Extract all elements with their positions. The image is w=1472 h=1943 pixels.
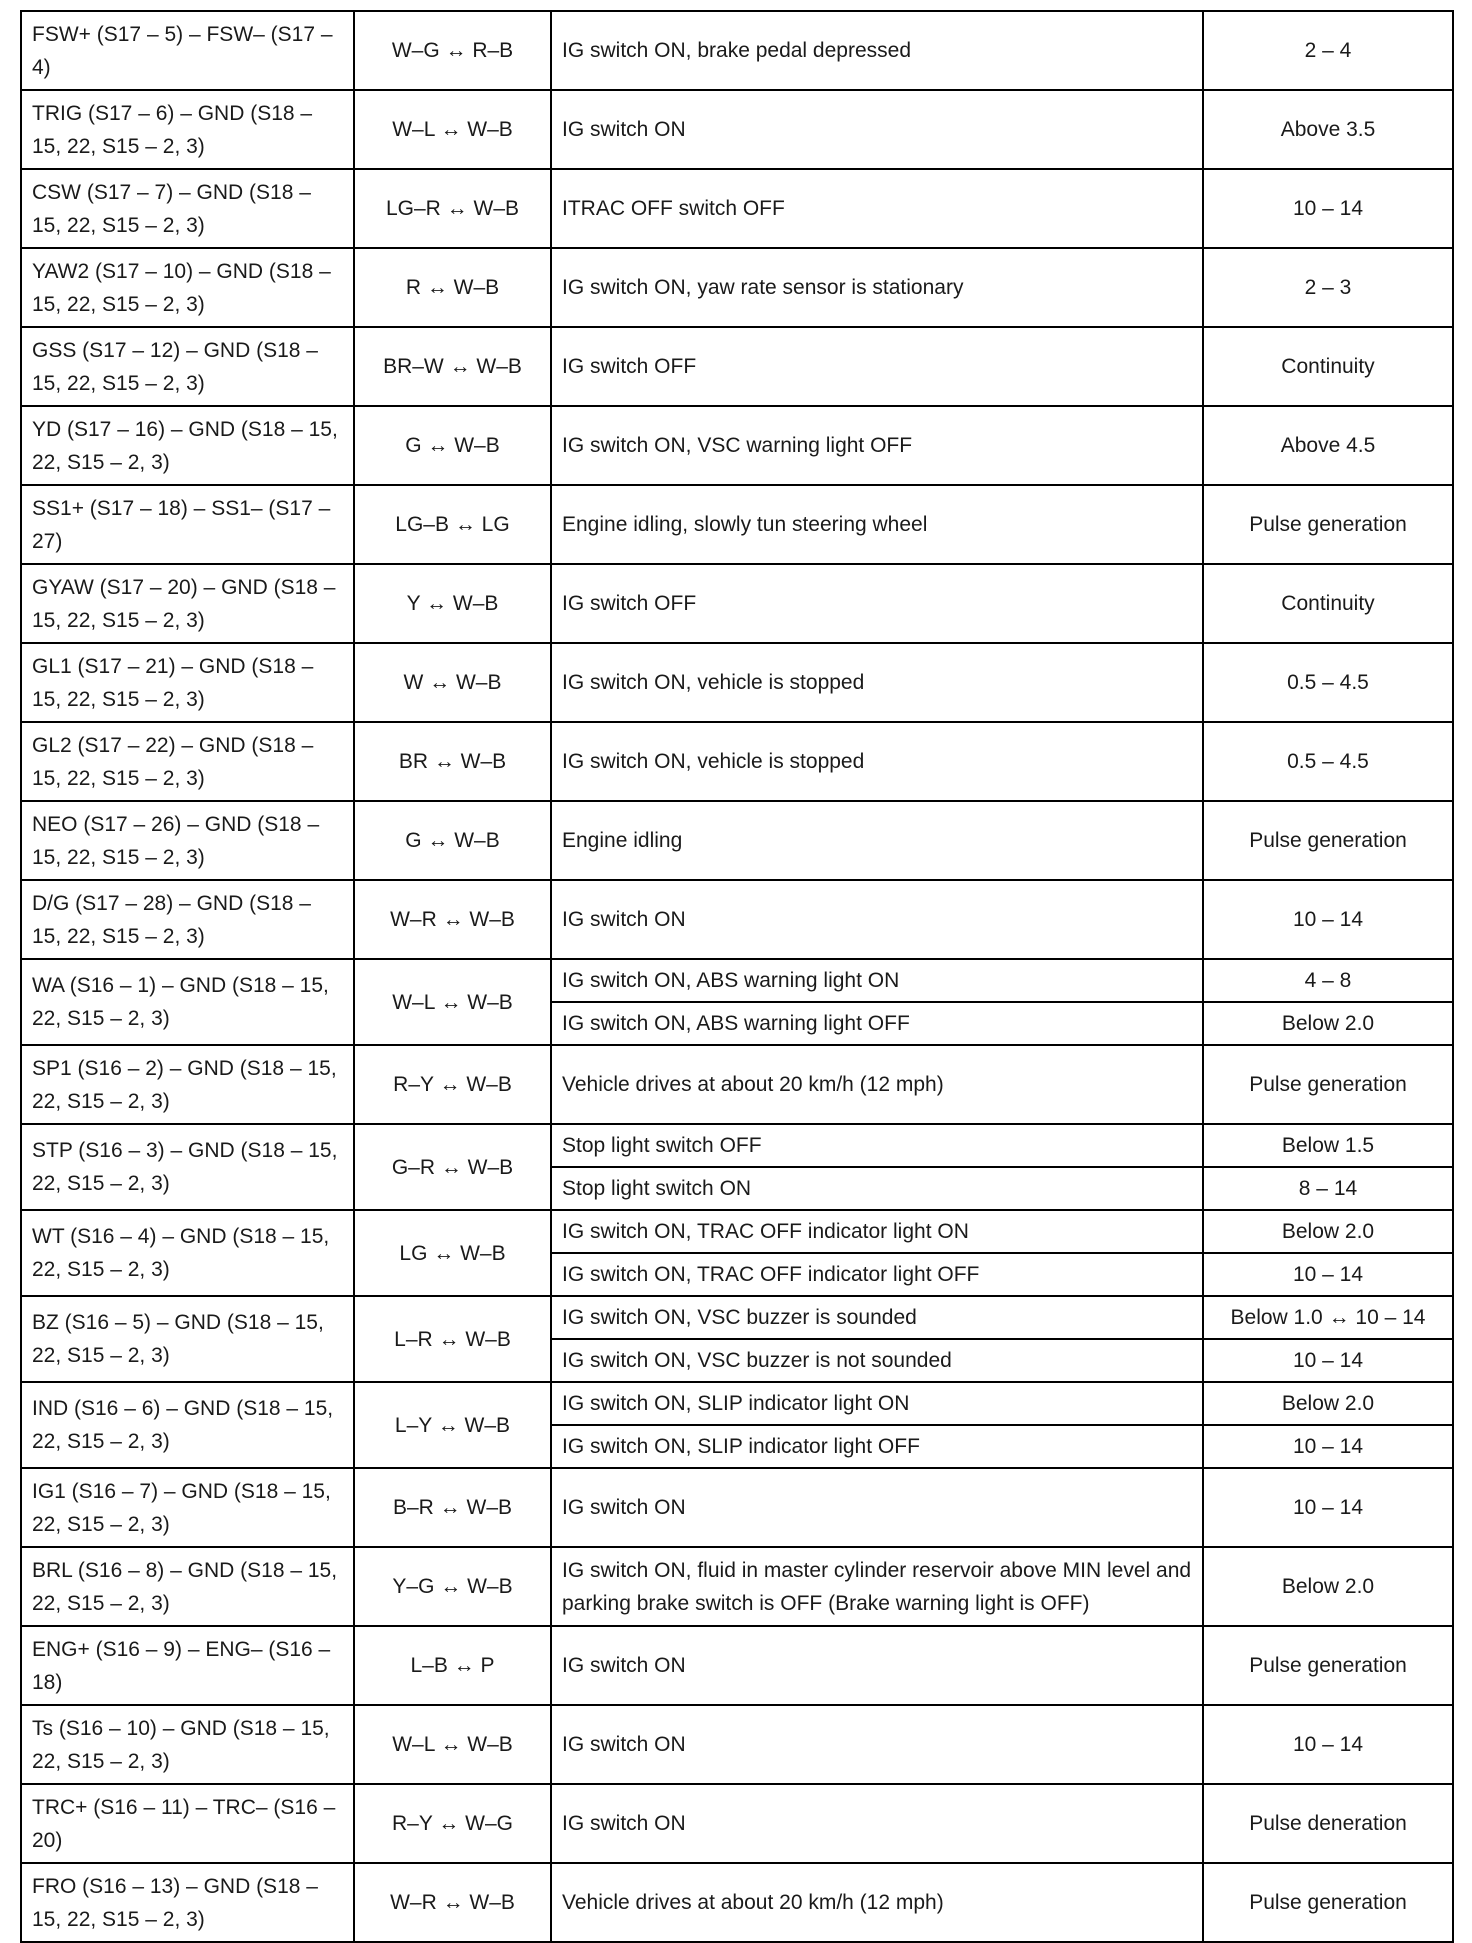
table-row <box>21 327 1453 406</box>
condition-cell: IG switch ON, vehicle is stopped <box>551 643 1203 722</box>
terminal-cell: STP (S16 – 3) – GND (S18 – 15, 22, S15 – 2, 3) <box>21 1124 354 1210</box>
specified-condition-cell: 10 – 14 <box>1203 1705 1453 1784</box>
table-row <box>21 564 1453 643</box>
specified-condition-cell: Below 2.0 <box>1203 1002 1453 1045</box>
specified-condition-cell: 10 – 14 <box>1203 1425 1453 1468</box>
condition-cell: IG switch ON <box>551 880 1203 959</box>
specified-condition-cell: Above 3.5 <box>1203 90 1453 169</box>
specified-condition-cell: Continuity <box>1203 564 1453 643</box>
condition-cell: IG switch ON, SLIP indicator light ON <box>551 1382 1203 1425</box>
table-row <box>21 1468 1453 1547</box>
terminal-cell: D/G (S17 – 28) – GND (S18 – 15, 22, S15 – 2, 3) <box>21 880 354 959</box>
condition-cell: Engine idling, slowly tun steering wheel <box>551 485 1203 564</box>
specified-condition-cell: Pulse generation <box>1203 1863 1453 1942</box>
table-row <box>21 1124 1453 1167</box>
condition-cell: IG switch ON, ABS warning light OFF <box>551 1002 1203 1045</box>
condition-cell: Stop light switch ON <box>551 1167 1203 1210</box>
condition-cell: Vehicle drives at about 20 km/h (12 mph) <box>551 1045 1203 1124</box>
specified-condition-cell: Pulse generation <box>1203 485 1453 564</box>
specified-condition-cell: 4 – 8 <box>1203 959 1453 1002</box>
wiring-color-cell: G ↔ W–B <box>354 406 551 485</box>
specified-condition-cell: Above 4.5 <box>1203 406 1453 485</box>
specified-condition-cell: 8 – 14 <box>1203 1167 1453 1210</box>
table-row <box>21 169 1453 248</box>
wiring-color-cell: L–Y ↔ W–B <box>354 1382 551 1468</box>
terminal-cell: GL2 (S17 – 22) – GND (S18 – 15, 22, S15 – 2, 3) <box>21 722 354 801</box>
terminal-cell: IG1 (S16 – 7) – GND (S18 – 15, 22, S15 – 2, 3) <box>21 1468 354 1547</box>
wiring-color-cell: BR–W ↔ W–B <box>354 327 551 406</box>
condition-cell: IG switch ON, TRAC OFF indicator light OFF <box>551 1253 1203 1296</box>
specified-condition-cell: Pulse generation <box>1203 1626 1453 1705</box>
condition-cell: IG switch ON, yaw rate sensor is stationary <box>551 248 1203 327</box>
wiring-color-cell: LG ↔ W–B <box>354 1210 551 1296</box>
table-body <box>21 11 1453 1942</box>
condition-cell: Engine idling <box>551 801 1203 880</box>
condition-cell: IG switch OFF <box>551 564 1203 643</box>
terminal-cell: Ts (S16 – 10) – GND (S18 – 15, 22, S15 – 2, 3) <box>21 1705 354 1784</box>
terminal-cell: SP1 (S16 – 2) – GND (S18 – 15, 22, S15 – 2, 3) <box>21 1045 354 1124</box>
specified-condition-cell: 10 – 14 <box>1203 1339 1453 1382</box>
wiring-color-cell: BR ↔ W–B <box>354 722 551 801</box>
terminal-cell: CSW (S17 – 7) – GND (S18 – 15, 22, S15 – 2, 3) <box>21 169 354 248</box>
terminal-cell: TRIG (S17 – 6) – GND (S18 – 15, 22, S15 – 2, 3) <box>21 90 354 169</box>
specified-condition-cell: 0.5 – 4.5 <box>1203 722 1453 801</box>
table-row <box>21 959 1453 1002</box>
condition-cell: IG switch ON, VSC warning light OFF <box>551 406 1203 485</box>
condition-cell: IG switch ON <box>551 1626 1203 1705</box>
wiring-color-cell: Y–G ↔ W–B <box>354 1547 551 1626</box>
condition-cell: IG switch ON, SLIP indicator light OFF <box>551 1425 1203 1468</box>
terminal-cell: ENG+ (S16 – 9) – ENG– (S16 – 18) <box>21 1626 354 1705</box>
condition-cell: IG switch ON, brake pedal depressed <box>551 11 1203 90</box>
specified-condition-cell: Below 2.0 <box>1203 1547 1453 1626</box>
table-row <box>21 643 1453 722</box>
condition-cell: IG switch ON <box>551 90 1203 169</box>
wiring-color-cell: G ↔ W–B <box>354 801 551 880</box>
condition-cell: IG switch ON, VSC buzzer is not sounded <box>551 1339 1203 1382</box>
terminal-cell: FSW+ (S17 – 5) – FSW– (S17 – 4) <box>21 11 354 90</box>
condition-cell: IG switch ON, ABS warning light ON <box>551 959 1203 1002</box>
terminal-cell: NEO (S17 – 26) – GND (S18 – 15, 22, S15 – 2, 3) <box>21 801 354 880</box>
specified-condition-cell: 10 – 14 <box>1203 169 1453 248</box>
terminal-cell: IND (S16 – 6) – GND (S18 – 15, 22, S15 – 2, 3) <box>21 1382 354 1468</box>
specified-condition-cell: Below 2.0 <box>1203 1382 1453 1425</box>
table-row <box>21 880 1453 959</box>
table-row <box>21 722 1453 801</box>
table-row <box>21 248 1453 327</box>
specified-condition-cell: Below 1.5 <box>1203 1124 1453 1167</box>
condition-cell: IG switch OFF <box>551 327 1203 406</box>
condition-cell: IG switch ON <box>551 1705 1203 1784</box>
specified-condition-cell: 2 – 3 <box>1203 248 1453 327</box>
table-row <box>21 1547 1453 1626</box>
specified-condition-cell: 10 – 14 <box>1203 880 1453 959</box>
terminal-cell: GSS (S17 – 12) – GND (S18 – 15, 22, S15 – 2, 3) <box>21 327 354 406</box>
specified-condition-cell: Pulse generation <box>1203 1045 1453 1124</box>
specified-condition-cell: 2 – 4 <box>1203 11 1453 90</box>
specified-condition-cell: Below 2.0 <box>1203 1210 1453 1253</box>
wiring-color-cell: LG–R ↔ W–B <box>354 169 551 248</box>
wiring-color-cell: R–Y ↔ W–B <box>354 1045 551 1124</box>
specified-condition-cell: Continuity <box>1203 327 1453 406</box>
table-row <box>21 1784 1453 1863</box>
terminal-cell: BZ (S16 – 5) – GND (S18 – 15, 22, S15 – 2, 3) <box>21 1296 354 1382</box>
wiring-color-cell: W–L ↔ W–B <box>354 959 551 1045</box>
terminal-cell: SS1+ (S17 – 18) – SS1– (S17 – 27) <box>21 485 354 564</box>
wiring-color-cell: LG–B ↔ LG <box>354 485 551 564</box>
wiring-color-cell: W–L ↔ W–B <box>354 90 551 169</box>
wiring-color-cell: W ↔ W–B <box>354 643 551 722</box>
table-row <box>21 1626 1453 1705</box>
specified-condition-cell: 10 – 14 <box>1203 1253 1453 1296</box>
terminal-cell: YAW2 (S17 – 10) – GND (S18 – 15, 22, S15 – 2, 3) <box>21 248 354 327</box>
terminal-cell: BRL (S16 – 8) – GND (S18 – 15, 22, S15 – 2, 3) <box>21 1547 354 1626</box>
condition-cell: IG switch ON, vehicle is stopped <box>551 722 1203 801</box>
condition-cell: IG switch ON, TRAC OFF indicator light ON <box>551 1210 1203 1253</box>
condition-cell: ITRAC OFF switch OFF <box>551 169 1203 248</box>
condition-cell: Stop light switch OFF <box>551 1124 1203 1167</box>
terminal-cell: GYAW (S17 – 20) – GND (S18 – 15, 22, S15 – 2, 3) <box>21 564 354 643</box>
terminal-inspection-table <box>20 10 1454 1943</box>
wiring-color-cell: L–R ↔ W–B <box>354 1296 551 1382</box>
wiring-color-cell: W–G ↔ R–B <box>354 11 551 90</box>
terminal-cell: GL1 (S17 – 21) – GND (S18 – 15, 22, S15 – 2, 3) <box>21 643 354 722</box>
table-row <box>21 1705 1453 1784</box>
table-row <box>21 1045 1453 1124</box>
terminal-cell: WT (S16 – 4) – GND (S18 – 15, 22, S15 – 2, 3) <box>21 1210 354 1296</box>
table-row <box>21 406 1453 485</box>
table-row <box>21 1210 1453 1253</box>
wiring-color-cell: L–B ↔ P <box>354 1626 551 1705</box>
wiring-color-cell: G–R ↔ W–B <box>354 1124 551 1210</box>
table-row <box>21 11 1453 90</box>
table-row <box>21 1296 1453 1339</box>
condition-cell: IG switch ON, fluid in master cylinder reservoir above MIN level and parking brake switch is OFF (Brake warning light is OFF) <box>551 1547 1203 1626</box>
terminal-cell: YD (S17 – 16) – GND (S18 – 15, 22, S15 – 2, 3) <box>21 406 354 485</box>
condition-cell: IG switch ON, VSC buzzer is sounded <box>551 1296 1203 1339</box>
table-row <box>21 1382 1453 1425</box>
table-row <box>21 1863 1453 1942</box>
wiring-color-cell: W–L ↔ W–B <box>354 1705 551 1784</box>
wiring-color-cell: W–R ↔ W–B <box>354 1863 551 1942</box>
wiring-color-cell: R ↔ W–B <box>354 248 551 327</box>
terminal-cell: WA (S16 – 1) – GND (S18 – 15, 22, S15 – 2, 3) <box>21 959 354 1045</box>
specified-condition-cell: Below 1.0 ↔ 10 – 14 <box>1203 1296 1453 1339</box>
wiring-color-cell: Y ↔ W–B <box>354 564 551 643</box>
terminal-cell: TRC+ (S16 – 11) – TRC– (S16 – 20) <box>21 1784 354 1863</box>
specified-condition-cell: Pulse generation <box>1203 801 1453 880</box>
table-row <box>21 801 1453 880</box>
condition-cell: IG switch ON <box>551 1784 1203 1863</box>
condition-cell: Vehicle drives at about 20 km/h (12 mph) <box>551 1863 1203 1942</box>
specified-condition-cell: 10 – 14 <box>1203 1468 1453 1547</box>
specified-condition-cell: 0.5 – 4.5 <box>1203 643 1453 722</box>
wiring-color-cell: B–R ↔ W–B <box>354 1468 551 1547</box>
condition-cell: IG switch ON <box>551 1468 1203 1547</box>
wiring-color-cell: R–Y ↔ W–G <box>354 1784 551 1863</box>
specified-condition-cell: Pulse deneration <box>1203 1784 1453 1863</box>
terminal-cell: FRO (S16 – 13) – GND (S18 – 15, 22, S15 – 2, 3) <box>21 1863 354 1942</box>
table-row <box>21 90 1453 169</box>
table-row <box>21 485 1453 564</box>
wiring-color-cell: W–R ↔ W–B <box>354 880 551 959</box>
